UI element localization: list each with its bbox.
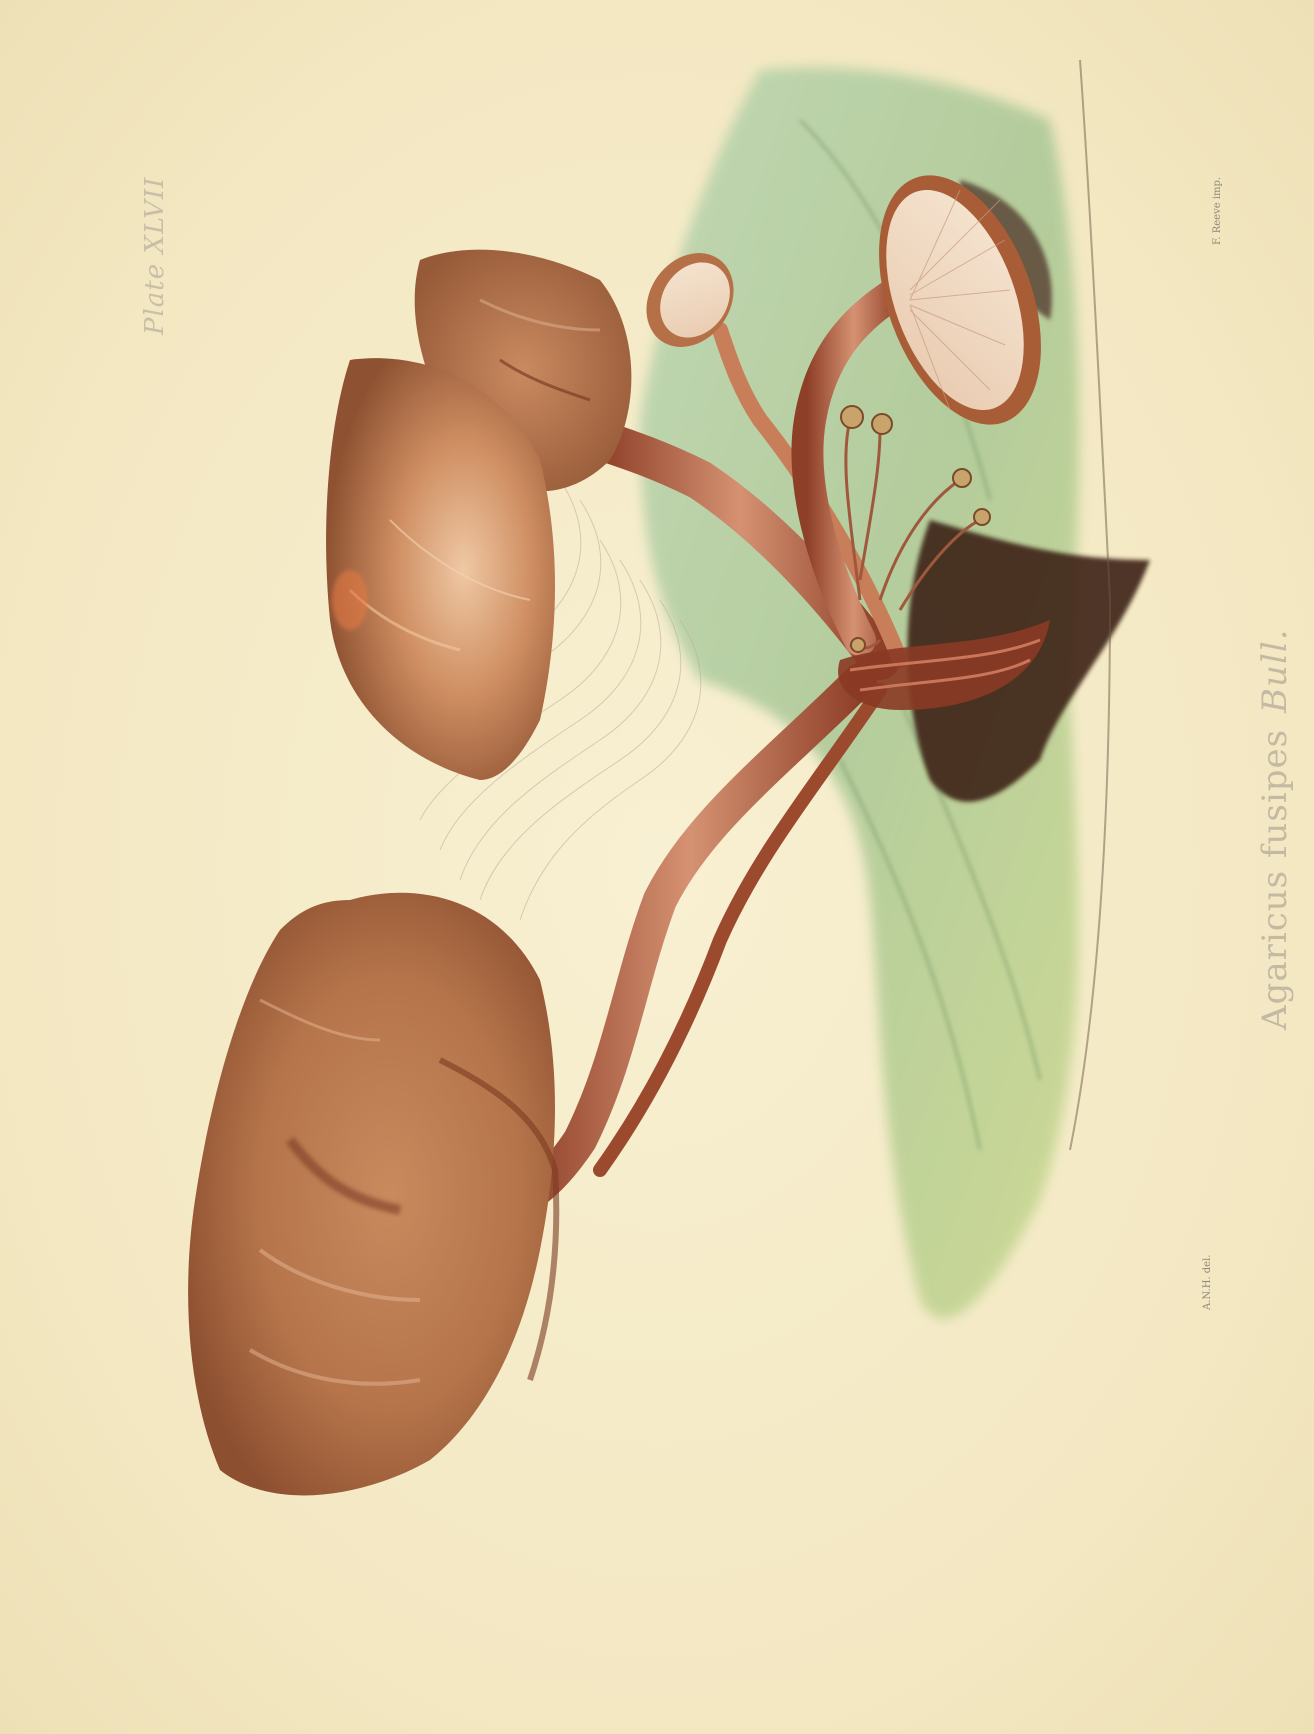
species-name: Agaricus fusipes xyxy=(1255,728,1295,1030)
artist-credit: A.N.H. del. xyxy=(1202,1254,1213,1310)
species-authority: Bull. xyxy=(1255,628,1295,713)
large-bottom-cap xyxy=(188,893,556,1496)
long-stem-a xyxy=(520,680,860,1200)
plate-number: Plate XLVII xyxy=(140,176,170,335)
printer-credit: F. Reeve imp. xyxy=(1212,176,1223,245)
species-caption xyxy=(1255,628,1295,1030)
